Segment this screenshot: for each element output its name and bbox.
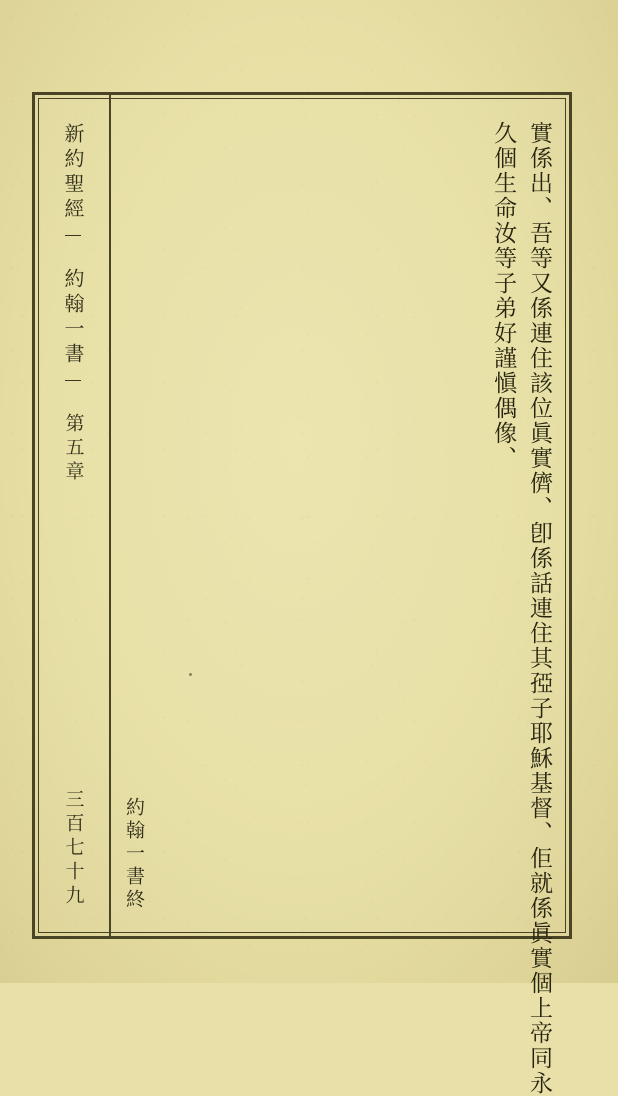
text-column: 久個生命汝等子弟好謹愼偶像、 [490, 121, 517, 471]
page-number: 三百七十九 [62, 789, 85, 909]
margin-divider-2 [65, 380, 81, 381]
column-divider-rule [109, 95, 111, 936]
printed-border-frame [32, 92, 572, 1096]
book-colophon: 約翰一書終 [123, 797, 145, 912]
margin-divider-1 [65, 235, 81, 236]
main-text-block [113, 105, 563, 1096]
scripture-title: 新約聖經 [61, 123, 85, 223]
text-column: 實係出、吾等又係連住該位眞實儕、卽係話連住其孲子耶穌基督、佢就係眞實個上帝同永 [526, 121, 552, 1096]
book-name: 約翰一書 [61, 268, 85, 368]
chapter-label: 第五章 [62, 413, 85, 485]
ink-speck [189, 673, 192, 676]
margin-column [43, 107, 103, 927]
